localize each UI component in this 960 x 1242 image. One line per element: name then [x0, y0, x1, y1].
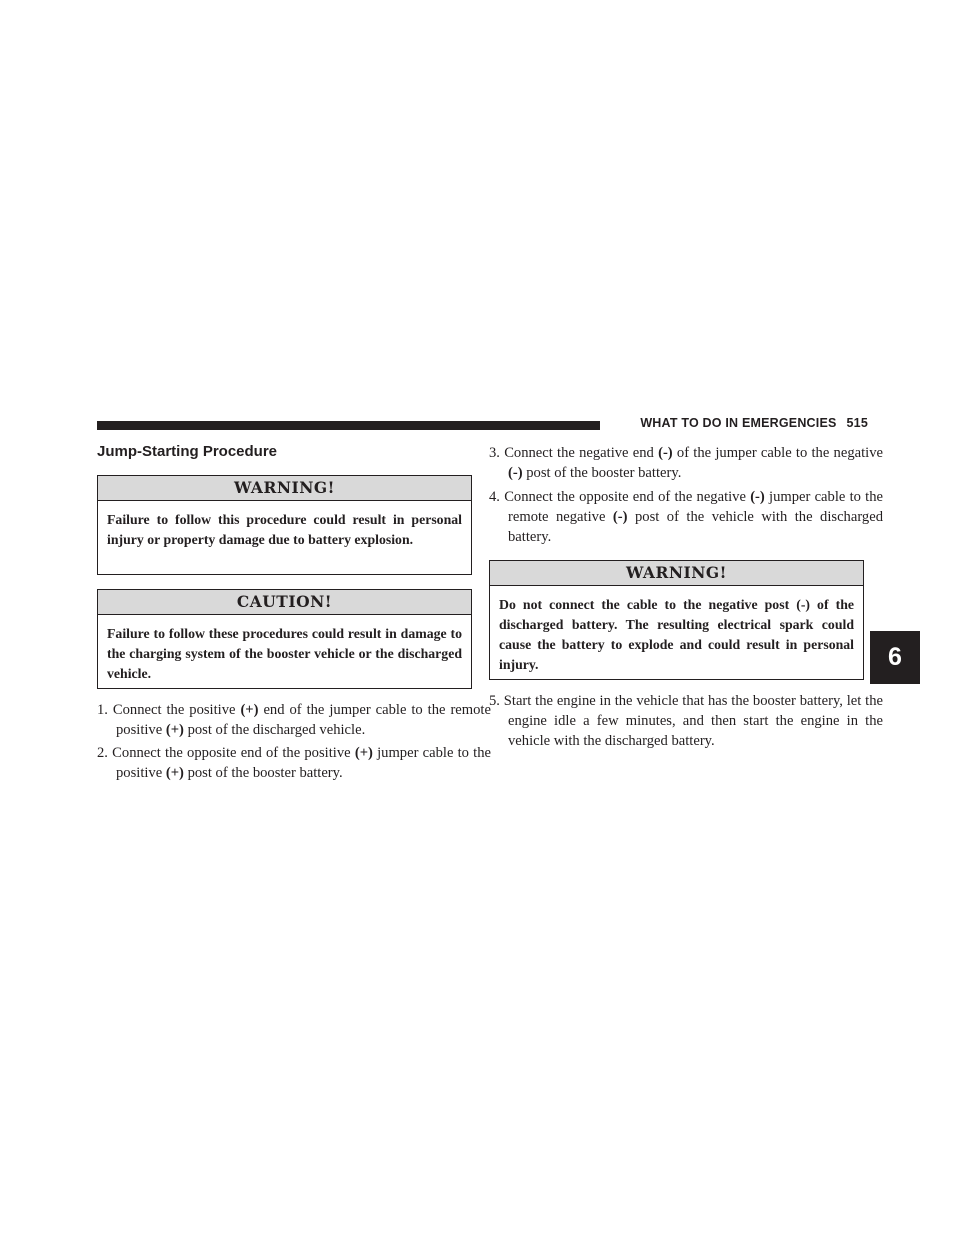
warning-box-spark	[489, 560, 864, 680]
page-number: 515	[846, 416, 868, 430]
warning-box-explosion	[97, 475, 472, 575]
caution-box-charging	[97, 589, 472, 689]
step-5: 5. Start the engine in the vehicle that has the booster battery, let the engine idle a few minutes, and then start the engine in the vehicle with the discharged battery.	[489, 693, 883, 749]
step-2: 2. Connect the opposite end of the positive (+) jumper cable to the positive (+) post of the booster battery.	[97, 745, 492, 781]
warning-title-2: WARNING!	[490, 561, 863, 586]
step-3: 3. Connect the negative end (-) of the jumper cable to the negative (-) post of the booster battery.	[489, 445, 883, 481]
warning-text: Failure to follow this procedure could result in personal injury or property damage due to battery explosion.	[107, 512, 462, 547]
chapter-tab: 6	[870, 631, 920, 684]
caution-text: Failure to follow these procedures could result in damage to the charging system of the booster vehicle or the discharged vehicle.	[107, 626, 462, 681]
section-heading: Jump-Starting Procedure	[97, 443, 278, 460]
caution-title: CAUTION!	[98, 590, 471, 615]
header-section-title: WHAT TO DO IN EMERGENCIES	[640, 416, 837, 430]
header-rule	[97, 421, 600, 430]
step-1: 1. Connect the positive (+) end of the jumper cable to the remote positive (+) post of the discharged vehicle.	[97, 702, 491, 738]
warning-text-2: Do not connect the cable to the negative post (-) of the discharged battery. The resulting electrical spark could cause the battery to explode and could result in personal injury.	[499, 597, 854, 672]
step-4: 4. Connect the opposite end of the negative (-) jumper cable to the remote negative (-) post of the vehicle with the discharged battery.	[489, 489, 883, 545]
warning-title: WARNING!	[98, 476, 471, 501]
running-header	[606, 416, 868, 430]
